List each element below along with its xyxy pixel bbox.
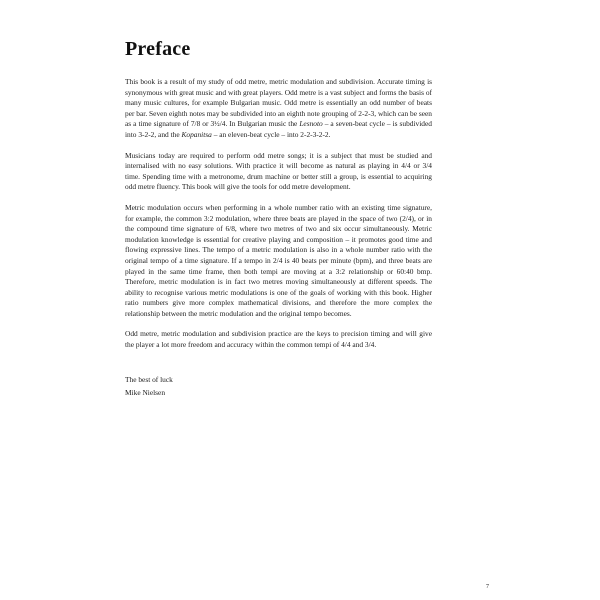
page-title: Preface [125, 38, 191, 60]
page-content [125, 38, 432, 399]
signoff-line-2: Mike Nielsen [125, 387, 166, 397]
paragraph-2: Musicians today are required to perform odd metre songs; it is a subject that must be studied and internalised with no easy solutions. With practice it will become as natural as playing in 4/4 or 3/4 time. Spending time with a metronome, drum machine or better still a group, is essential to acquiring odd metre fluency. This book will give the tools for odd metre development. [125, 150, 432, 192]
paragraph-1: This book is a result of my study of odd metre, metric modulation and subdivision. Accurate timing is synonymous with great music and with great players. Odd metre is a vast subject and forms the basis of many music cultures, for example Bulgarian music. Odd metre is essentially an odd number of beats per bar. Seven eighth notes may be subdivided into an eighth note grouping of 2-2-3, which can be seen as a time signature of 7/8 or 3½/4. In Bulgarian music the Lesnoto – a seven-beat cycle – is subdivided into 3-2-2, and the Kopanitsa – an eleven-beat cycle – into 2-2-3-2-2. [125, 77, 432, 139]
signoff-line-1: The best of luck [125, 374, 173, 384]
page-number: 7 [486, 584, 489, 590]
paragraph-4: Odd metre, metric modulation and subdivision practice are the keys to precision timing and will give the player a lot more freedom and accuracy within the common tempi of 4/4 and 3/4. [125, 329, 432, 350]
signoff-block [125, 373, 432, 399]
paragraph-3: Metric modulation occurs when performing in a whole number ratio with an existing time signature, for example, the common 3:2 modulation, where three beats are played in the space of two (2/4), or in the compound time signature of 6/8, where two metres of two and six occur simultaneously. Metric modulation knowledge is essential for creative playing and composition – it promotes good time and flowing expressive lines. The tempo of a metric modulation is also in a whole number ratio with the original tempo of a time signature. If a tempo in 2/4 is 40 beats per minute (bpm), and three beats are played in the same time frame, then both tempi are moving at a 3:2 relationship or 60:40 bmp. Therefore, metric modulation is in fact two metres moving simultaneously at different speeds. The ability to recognise various metric modulations is one of the goals of working with this book. Higher ratio numbers give more complex mathematical divisions, and therefore the more complex the relationship between the metric modulation and the original tempo becomes. [125, 202, 432, 318]
